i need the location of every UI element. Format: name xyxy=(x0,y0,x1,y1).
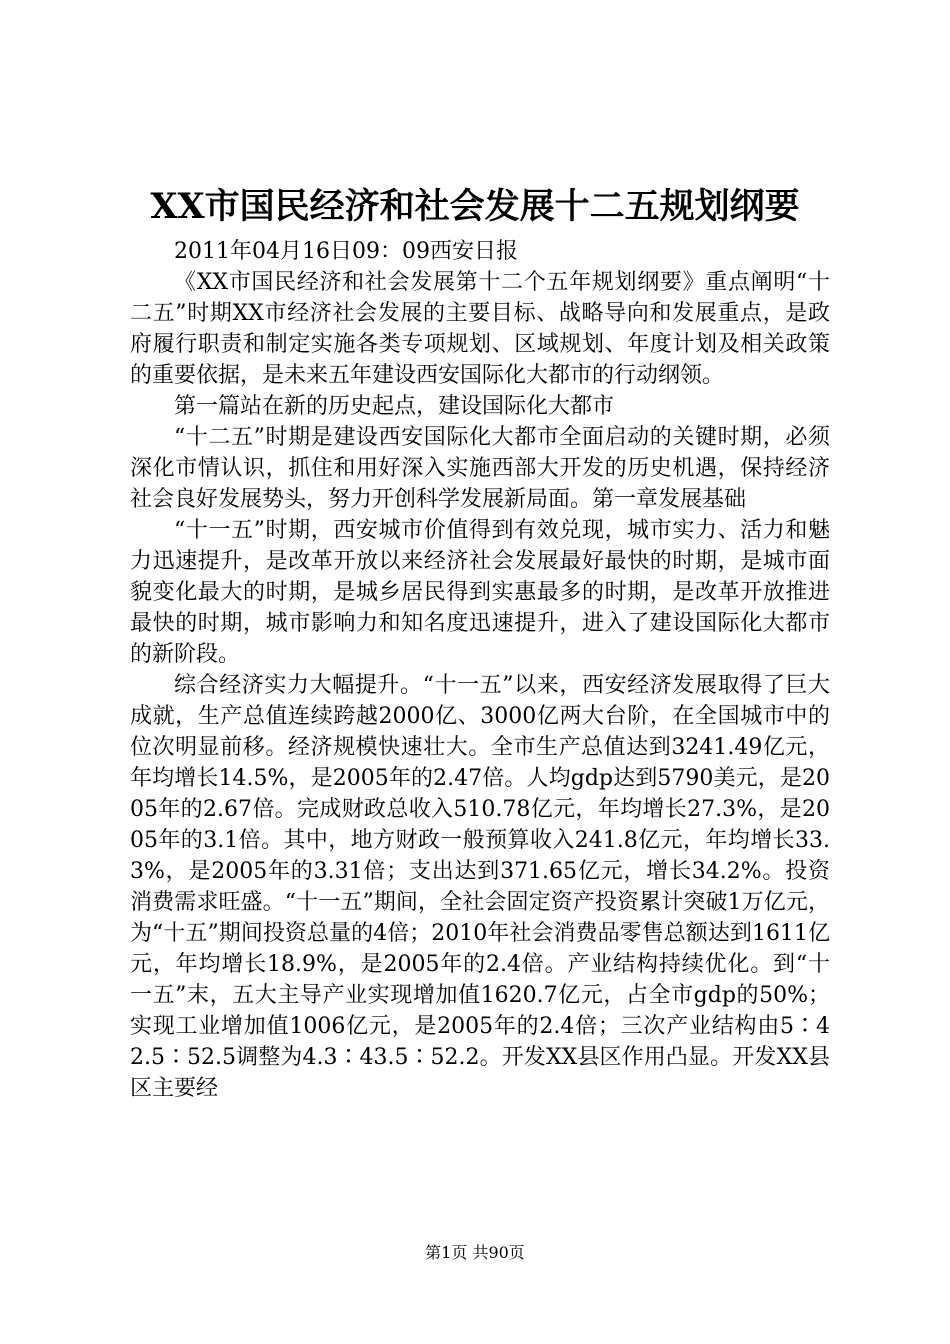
page-number: 第1页 共90页 xyxy=(425,1243,525,1262)
document-body xyxy=(130,236,830,1104)
dateline: 2011年04月16日09：09西安日报 xyxy=(174,239,518,264)
body-paragraph: “十一五”时期，西安城市价值得到有效兑现，城市实力、活力和魅力迅速提升，是改革开放以来经济社会发展最好最快的时期，是城市面貌变化最大的时期，是城乡居民得到实惠最多的时期，是改革开放推进最快的时期，城市影响力和知名度迅速提升，进入了建设国际化大都市的新阶段。 xyxy=(130,518,830,667)
body-paragraph: 综合经济实力大幅提升。“十一五”以来，西安经济发展取得了巨大成就，生产总值连续跨越2000亿、3000亿两大台阶，在全国城市中的位次明显前移。经济规模快速壮大。全市生产总值达到3241.49亿元，年均增长14.5%，是2005年的2.47倍。人均gdp达到5790美元，是2005年的2.67倍。完成财政总收入510.78亿元，年均增长27.3%，是2005年的3.1倍。其中，地方财政一般预算收入241.8亿元，年均增长33.3%，是2005年的3.31倍；支出达到371.65亿元，增长34.2%。投资消费需求旺盛。“十一五”期间，全社会固定资产投资累计突破1万亿元，为“十五”期间投资总量的4倍；2010年社会消费品零售总额达到1611亿元，年均增长18.9%，是2005年的2.4倍。产业结构持续优化。到“十一五”末，五大主导产业实现增加值1620.7亿元，占全市gdp的50%；实现工业增加值1006亿元，是2005年的2.4倍；三次产业结构由5∶42.5∶52.5调整为4.3∶43.5∶52.2。开发XX县区作用凸显。开发XX县区主要经 xyxy=(130,673,830,1101)
body-paragraph: “十二五”时期是建设西安国际化大都市全面启动的关键时期，必须深化市情认识，抓住和用好深入实施西部大开发的历史机遇，保持经济社会良好发展势头，努力开创科学发展新局面。第一章发展基础 xyxy=(130,425,830,512)
section-heading: 第一篇站在新的历史起点，建设国际化大都市 xyxy=(174,394,615,419)
document-title: XX市国民经济和社会发展十二五规划纲要 xyxy=(150,186,800,227)
intro-paragraph: 《XX市国民经济和社会发展第十二个五年规划纲要》重点阐明“十二五”时期XX市经济社会发展的主要目标、战略导向和发展重点，是政府履行职责和制定实施各类专项规划、区域规划、年度计划及相关政策的重要依据，是未来五年建设西安国际化大都市的行动纲领。 xyxy=(130,270,830,388)
